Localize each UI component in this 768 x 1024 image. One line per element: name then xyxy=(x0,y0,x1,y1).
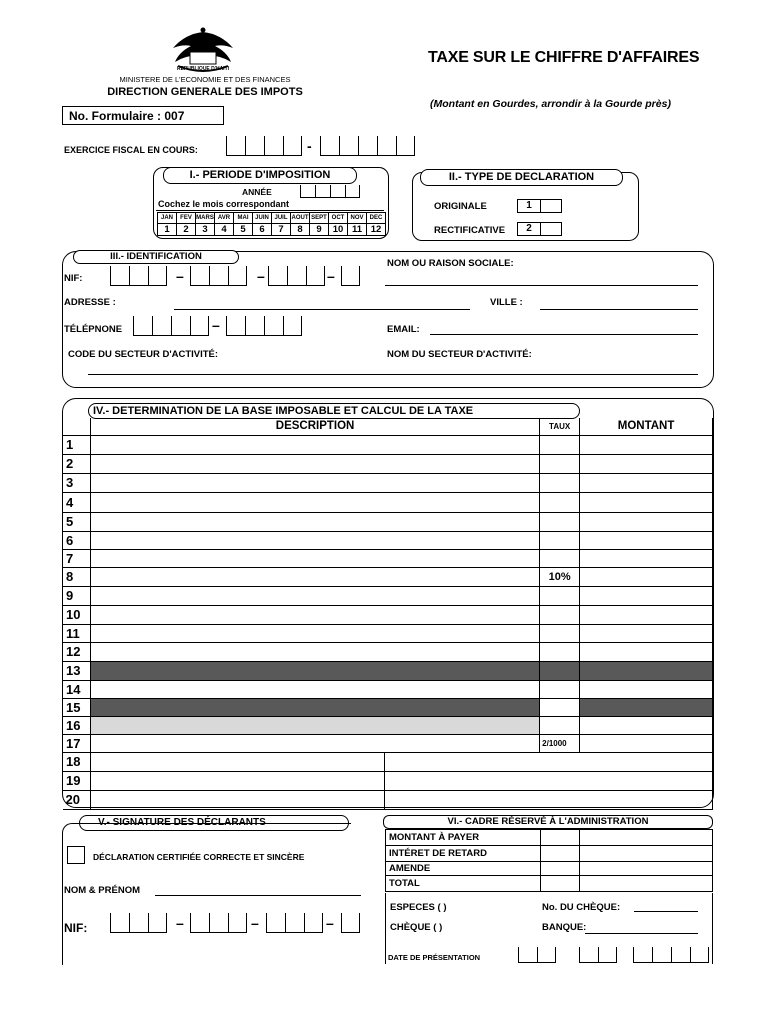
amount-cell[interactable] xyxy=(580,473,713,492)
description-cell[interactable] xyxy=(90,549,539,567)
admin-row xyxy=(386,846,713,862)
row-number: 16 xyxy=(63,716,91,734)
amount-cell[interactable] xyxy=(580,716,713,734)
row-number: 2 xyxy=(63,454,91,473)
page-subtitle: (Montant en Gourdes, arrondir à la Gourde près) xyxy=(430,98,671,110)
determination-row xyxy=(63,531,713,549)
email-line[interactable] xyxy=(430,334,698,335)
row-number: 14 xyxy=(63,680,91,698)
determination-row xyxy=(63,642,713,661)
signer-name-label: NOM & PRÉNOM xyxy=(64,885,140,896)
ministry-name: MINISTERE DE L'ECONOMIE ET DES FINANCES xyxy=(119,75,291,84)
original-code: 1 xyxy=(518,200,541,212)
city-label: VILLE : xyxy=(490,297,523,308)
cash-option[interactable]: ESPECES ( ) xyxy=(390,902,447,913)
amount-cell[interactable] xyxy=(580,698,713,716)
amount-cell[interactable] xyxy=(385,790,713,809)
declaration-type-heading: II.- TYPE DE DECLARATION xyxy=(420,169,623,186)
determination-row xyxy=(63,790,713,809)
rate-cell xyxy=(540,473,580,492)
row-number: 17 xyxy=(63,734,91,752)
description-cell[interactable] xyxy=(90,531,539,549)
month-checkbox-8[interactable]: 8 xyxy=(291,224,310,236)
company-name-label: NOM OU RAISON SOCIALE: xyxy=(387,258,514,269)
rate-cell xyxy=(540,642,580,661)
nif-cells-1[interactable] xyxy=(110,266,167,286)
form-number: No. Formulaire : 007 xyxy=(62,106,224,125)
nif-cells-2[interactable] xyxy=(190,266,247,286)
description-cell[interactable] xyxy=(90,473,539,492)
rate-cell xyxy=(540,512,580,531)
nif-label: NIF: xyxy=(64,273,83,284)
admin-heading: VI.- CADRE RÉSERVÉ À L'ADMINISTRATION xyxy=(383,815,713,829)
phone-label: TÉLÉPNONE xyxy=(64,324,123,335)
determination-row xyxy=(63,661,713,680)
description-cell[interactable] xyxy=(90,752,384,771)
determination-row xyxy=(63,435,713,454)
year-cells[interactable] xyxy=(300,185,360,198)
row-number: 19 xyxy=(63,771,91,790)
description-cell[interactable] xyxy=(90,586,539,605)
address-label: ADRESSE : xyxy=(64,297,116,308)
amount-cell[interactable] xyxy=(580,661,713,680)
determination-row xyxy=(63,734,713,752)
admin-row-label: TOTAL xyxy=(386,876,541,892)
amount-cell[interactable] xyxy=(580,734,713,752)
amount-cell[interactable] xyxy=(580,531,713,549)
rate-cell xyxy=(540,531,580,549)
month-checkbox-12[interactable]: 12 xyxy=(367,224,386,236)
description-cell[interactable] xyxy=(90,624,539,642)
row-number: 4 xyxy=(63,492,91,512)
description-header: DESCRIPTION xyxy=(90,418,539,435)
row-number: 11 xyxy=(63,624,91,642)
month-checkbox-11[interactable]: 11 xyxy=(348,224,367,236)
description-cell[interactable] xyxy=(90,716,539,734)
row-number: 18 xyxy=(63,752,91,771)
determination-row xyxy=(63,586,713,605)
determination-row xyxy=(63,698,713,716)
nif-cells-3[interactable] xyxy=(268,266,325,286)
month-checkbox-4[interactable]: 4 xyxy=(215,224,234,236)
email-label: EMAIL: xyxy=(387,324,420,335)
rate-header: TAUX xyxy=(540,418,580,435)
admin-row-label: INTÉRET DE RETARD xyxy=(386,846,541,862)
phone-cells-1[interactable] xyxy=(133,316,209,336)
signer-nif-cells-1[interactable] xyxy=(110,913,167,933)
month-instruction: Cochez le mois correspondant xyxy=(158,199,290,209)
amount-cell[interactable] xyxy=(580,586,713,605)
month-checkbox-2[interactable]: 2 xyxy=(177,224,196,236)
admin-row-amount[interactable] xyxy=(580,846,713,862)
admin-row-amount[interactable] xyxy=(580,830,713,846)
sector-code-label: CODE DU SECTEUR D'ACTIVITÉ: xyxy=(68,349,219,360)
description-cell[interactable] xyxy=(90,512,539,531)
direction-name: DIRECTION GENERALE DES IMPOTS xyxy=(107,86,303,98)
signer-nif-cells-3[interactable] xyxy=(266,913,323,933)
phone-cells-2[interactable] xyxy=(226,316,302,336)
row-number: 13 xyxy=(63,661,91,680)
amount-cell[interactable] xyxy=(580,624,713,642)
determination-row xyxy=(63,752,713,771)
month-name-12: DEC xyxy=(367,213,386,224)
month-checkbox-3[interactable]: 3 xyxy=(196,224,215,236)
row-number: 9 xyxy=(63,586,91,605)
month-checkbox-6[interactable]: 6 xyxy=(253,224,272,236)
admin-row-mid[interactable] xyxy=(540,862,580,876)
cheque-option[interactable]: CHÈQUE ( ) xyxy=(390,922,443,933)
original-code-box[interactable] xyxy=(517,199,562,213)
row-number: 15 xyxy=(63,698,91,716)
row-number: 5 xyxy=(63,512,91,531)
admin-row-amount[interactable] xyxy=(580,876,713,892)
rate-cell xyxy=(540,454,580,473)
rate-cell xyxy=(540,698,580,716)
determination-table xyxy=(62,418,713,810)
month-name-5: MAI xyxy=(234,213,253,224)
month-name-4: AVR xyxy=(215,213,234,224)
month-name-11: NOV xyxy=(348,213,367,224)
company-name-line[interactable] xyxy=(385,285,698,286)
month-checkbox-10[interactable]: 10 xyxy=(329,224,348,236)
rate-cell xyxy=(540,549,580,567)
determination-row xyxy=(63,492,713,512)
rate-cell xyxy=(540,435,580,454)
row-number: 20 xyxy=(63,790,91,809)
amount-cell[interactable] xyxy=(580,680,713,698)
determination-row xyxy=(63,680,713,698)
admin-row-mid[interactable] xyxy=(540,846,580,862)
month-name-7: JUIL xyxy=(272,213,291,224)
determination-row xyxy=(63,567,713,586)
month-checkbox-5[interactable]: 5 xyxy=(234,224,253,236)
rate-cell xyxy=(540,680,580,698)
amount-cell[interactable] xyxy=(385,771,713,790)
admin-row-mid[interactable] xyxy=(540,876,580,892)
description-cell[interactable] xyxy=(90,605,539,624)
rectificative-code-box[interactable] xyxy=(517,222,562,236)
amount-cell[interactable] xyxy=(580,567,713,586)
row-number: 6 xyxy=(63,531,91,549)
description-cell[interactable] xyxy=(90,790,384,809)
admin-row-label: AMENDE xyxy=(386,862,541,876)
determination-row xyxy=(63,624,713,642)
amount-cell[interactable] xyxy=(580,435,713,454)
amount-cell[interactable] xyxy=(385,752,713,771)
description-cell[interactable] xyxy=(90,698,539,716)
bank-label: BANQUE: xyxy=(542,922,587,933)
year-label: ANNÉE xyxy=(242,187,272,197)
row-number: 3 xyxy=(63,473,91,492)
determination-row xyxy=(63,605,713,624)
certified-label: DÉCLARATION CERTIFIÉE CORRECTE ET SINCÈRE xyxy=(93,852,305,862)
month-name-3: MARS xyxy=(196,213,215,224)
description-cell[interactable] xyxy=(90,567,539,586)
description-cell[interactable] xyxy=(90,454,539,473)
month-checkbox-7[interactable]: 7 xyxy=(272,224,291,236)
amount-cell[interactable] xyxy=(580,642,713,661)
cheque-number-label: No. DU CHÈQUE: xyxy=(542,902,621,913)
amount-cell[interactable] xyxy=(580,549,713,567)
rate-cell xyxy=(540,586,580,605)
signer-nif-label: NIF: xyxy=(64,921,88,935)
rate-cell xyxy=(540,661,580,680)
row-number: 12 xyxy=(63,642,91,661)
description-cell[interactable] xyxy=(90,734,539,752)
rate-cell xyxy=(540,492,580,512)
amount-cell[interactable] xyxy=(580,492,713,512)
bank-line[interactable] xyxy=(585,933,698,934)
presentation-date-cells-1[interactable] xyxy=(518,947,556,963)
month-name-9: SEPT xyxy=(310,213,329,224)
month-checkbox-9[interactable]: 9 xyxy=(310,224,329,236)
month-checkbox-1[interactable]: 1 xyxy=(158,224,177,236)
fiscal-year-label: EXERCICE FISCAL EN COURS: xyxy=(64,145,198,155)
amount-cell[interactable] xyxy=(580,454,713,473)
presentation-date-cells-2[interactable] xyxy=(579,947,617,963)
emblem-caption: REPUBLIQUE D'HAITI xyxy=(176,66,230,72)
admin-row-mid[interactable] xyxy=(540,830,580,846)
determination-heading: IV.- DETERMINATION DE LA BASE IMPOSABLE ET CALCUL DE LA TAXE xyxy=(88,403,580,419)
month-grid xyxy=(157,212,386,236)
rectificative-label: RECTIFICATIVE xyxy=(434,225,506,236)
description-cell[interactable] xyxy=(90,642,539,661)
determination-row xyxy=(63,473,713,492)
row-number: 8 xyxy=(63,567,91,586)
determination-row xyxy=(63,549,713,567)
description-cell[interactable] xyxy=(90,771,384,790)
fiscal-year-end-cells[interactable] xyxy=(320,136,415,156)
admin-row-amount[interactable] xyxy=(580,862,713,876)
fiscal-year-start-cells[interactable] xyxy=(226,136,302,156)
certified-checkbox[interactable] xyxy=(67,846,85,864)
fiscal-year-separator: - xyxy=(307,138,312,154)
description-cell[interactable] xyxy=(90,680,539,698)
rectificative-code: 2 xyxy=(518,223,541,235)
determination-row xyxy=(63,771,713,790)
month-name-8: AOUT xyxy=(291,213,310,224)
rate-cell: 10% xyxy=(540,567,580,586)
determination-row xyxy=(63,454,713,473)
amount-cell[interactable] xyxy=(580,512,713,531)
signer-nif-cells-2[interactable] xyxy=(190,913,247,933)
admin-row xyxy=(386,876,713,892)
determination-row xyxy=(63,716,713,734)
amount-cell[interactable] xyxy=(580,605,713,624)
month-name-2: FEV xyxy=(177,213,196,224)
row-number: 7 xyxy=(63,549,91,567)
description-cell[interactable] xyxy=(90,435,539,454)
month-name-10: OCT xyxy=(329,213,348,224)
signature-heading: V.- SIGNATURE DES DÉCLARANTS xyxy=(79,815,349,831)
sector-line[interactable] xyxy=(88,374,698,375)
admin-row xyxy=(386,862,713,876)
description-cell[interactable] xyxy=(90,661,539,680)
description-cell[interactable] xyxy=(90,492,539,512)
presentation-date-cells-3[interactable] xyxy=(633,947,709,963)
rate-cell xyxy=(540,716,580,734)
cheque-number-line[interactable] xyxy=(634,911,698,912)
sector-name-label: NOM DU SECTEUR D'ACTIVITÉ: xyxy=(387,349,532,360)
month-name-1: JAN xyxy=(158,213,177,224)
rate-cell: 2/1000 xyxy=(540,734,580,752)
period-heading: I.- PERIODE D'IMPOSITION xyxy=(163,167,357,184)
rate-cell xyxy=(540,624,580,642)
presentation-date-label: DATE DE PRÉSENTATION xyxy=(388,953,481,962)
row-number: 1 xyxy=(63,435,91,454)
month-name-6: JUIN xyxy=(253,213,272,224)
signer-nif-cells-4[interactable] xyxy=(341,913,360,933)
city-line[interactable] xyxy=(540,309,698,310)
page-title: TAXE SUR LE CHIFFRE D'AFFAIRES xyxy=(428,49,700,66)
signer-name-line[interactable] xyxy=(155,895,361,896)
nif-cells-4[interactable] xyxy=(341,266,360,286)
row-number: 10 xyxy=(63,605,91,624)
admin-table xyxy=(385,829,713,892)
rate-cell xyxy=(540,605,580,624)
address-line[interactable] xyxy=(174,309,470,310)
admin-row xyxy=(386,830,713,846)
determination-row xyxy=(63,512,713,531)
identification-heading: III.- IDENTIFICATION xyxy=(73,250,239,264)
original-label: ORIGINALE xyxy=(434,201,487,212)
amount-header: MONTANT xyxy=(580,418,713,435)
admin-row-label: MONTANT À PAYER xyxy=(386,830,541,846)
